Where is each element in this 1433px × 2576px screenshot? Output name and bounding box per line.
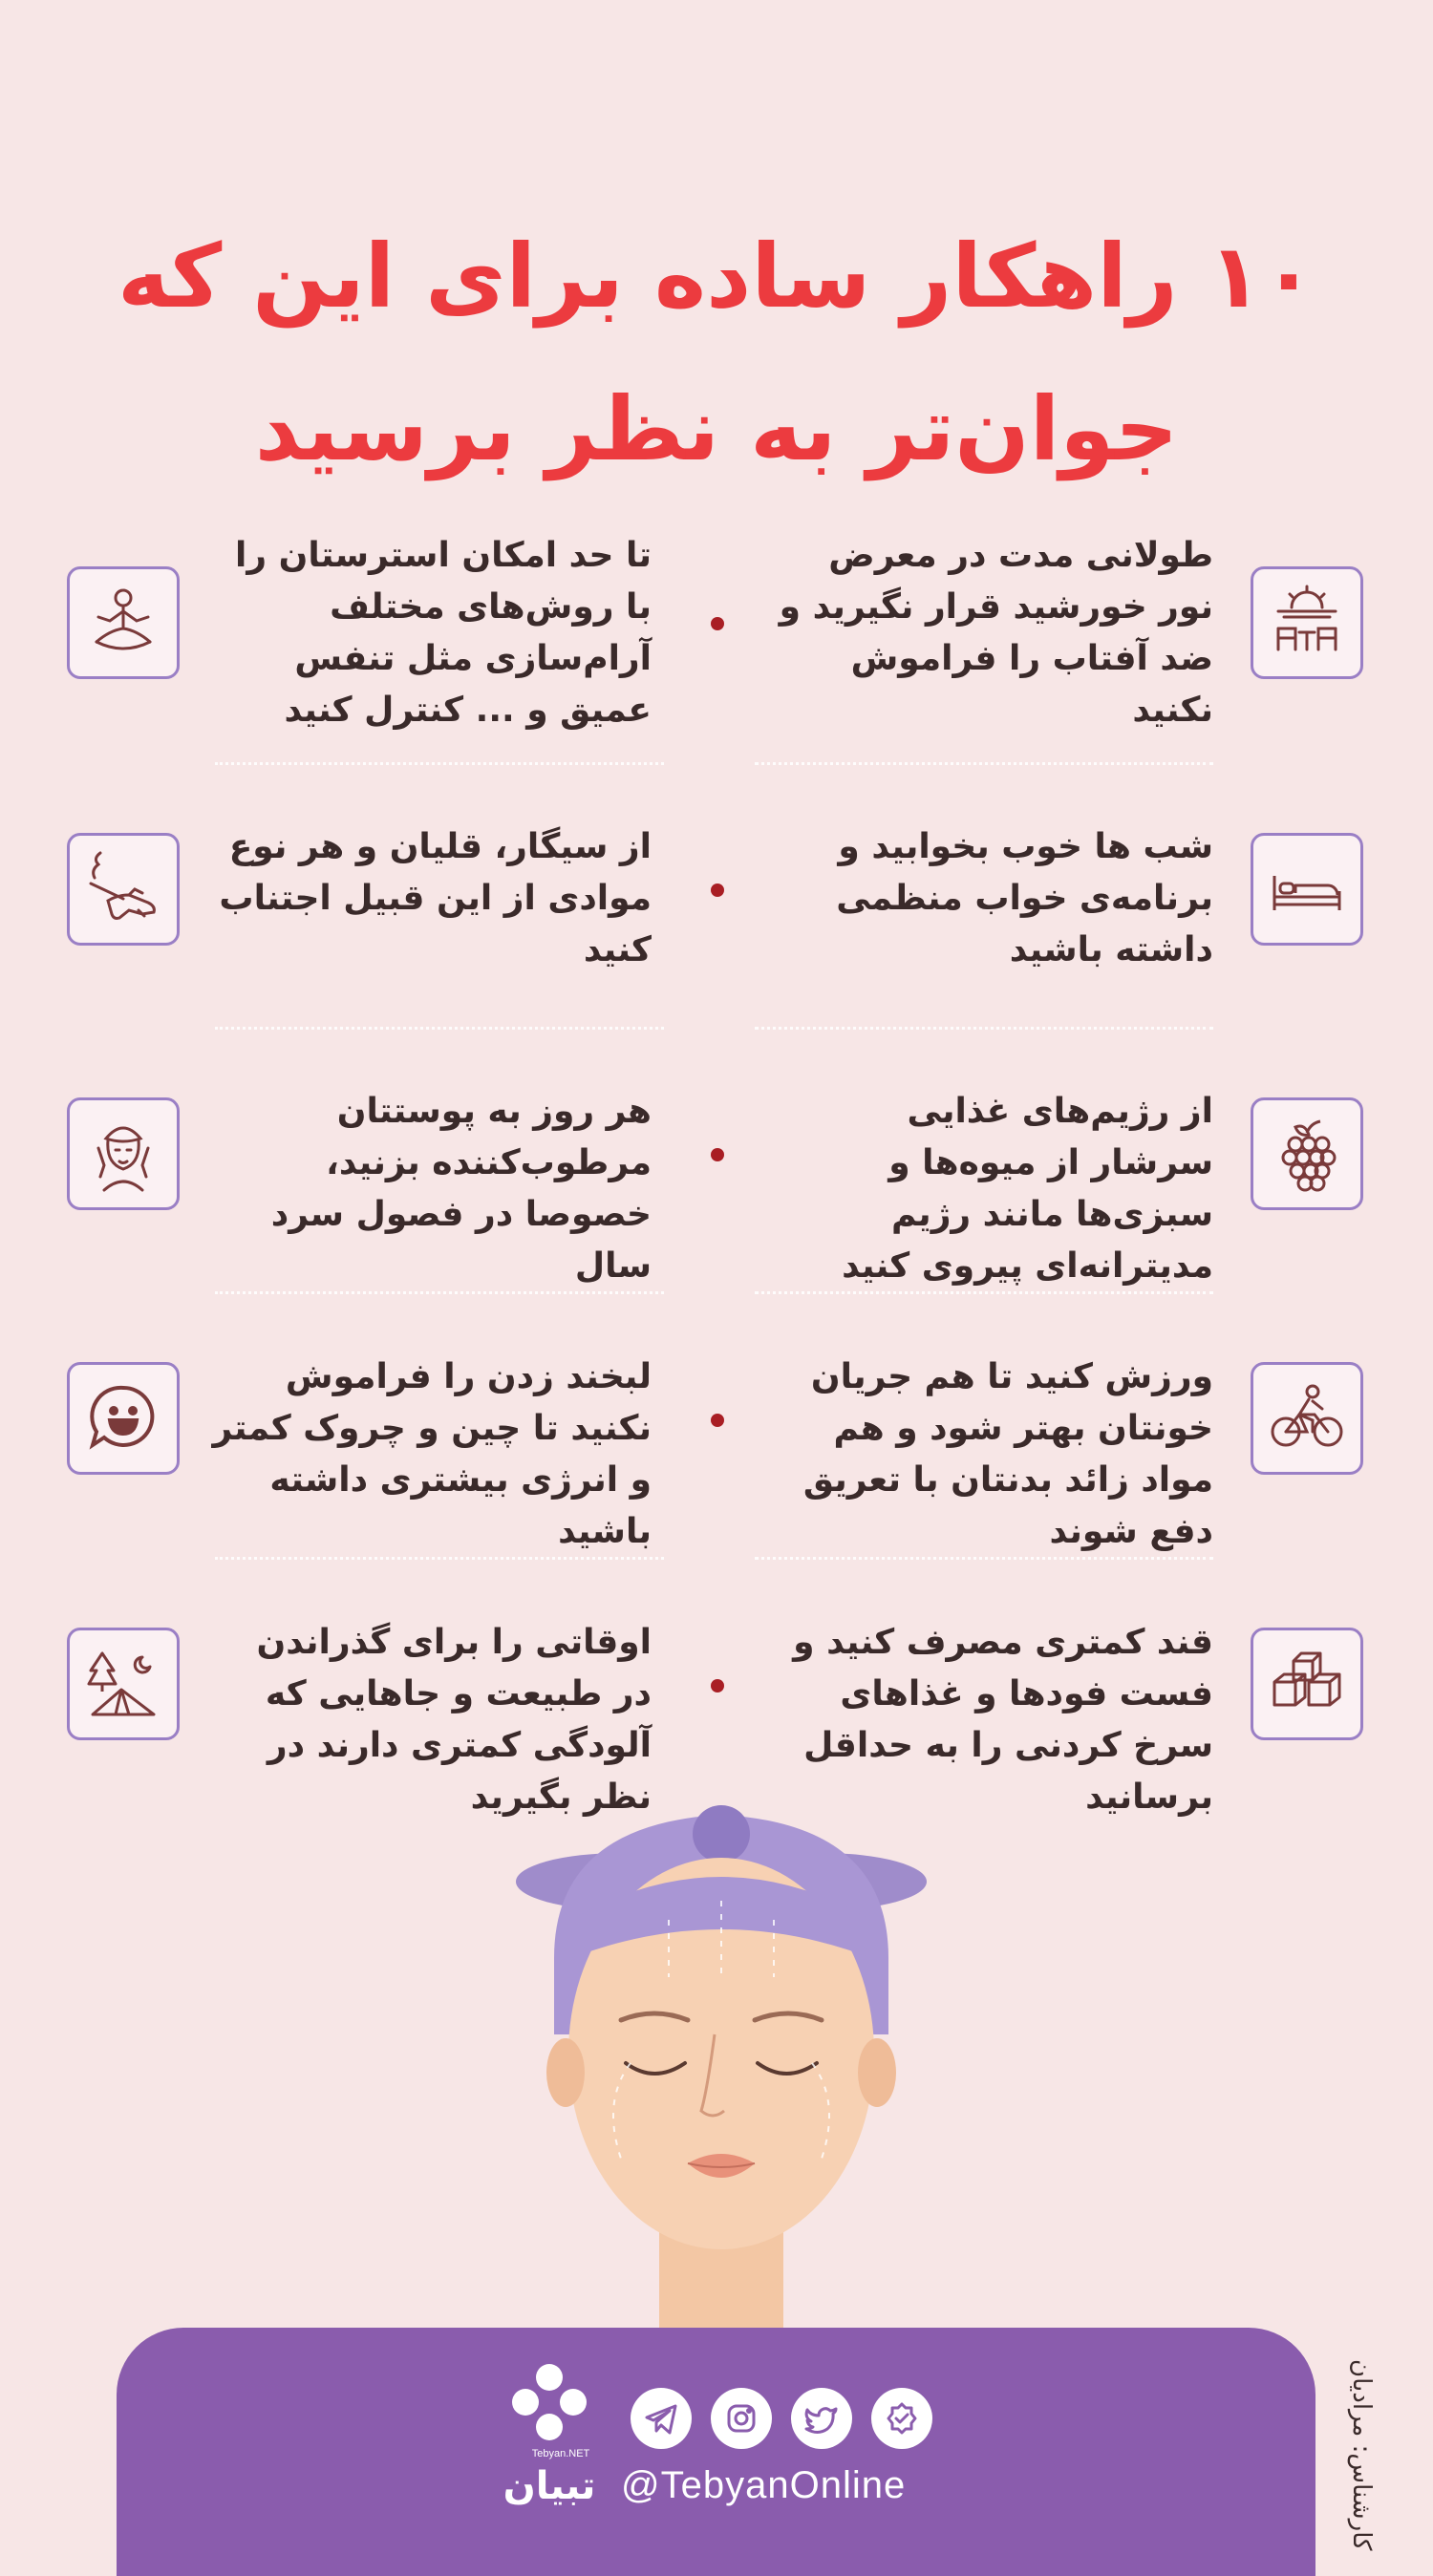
divider: [215, 1027, 664, 1030]
tip-icon-box: [67, 566, 180, 679]
sun-beach-chairs-icon: [1267, 583, 1347, 663]
tip-icon-box: [67, 833, 180, 946]
divider: [755, 762, 1213, 765]
tip-text: طولانی مدت در معرض نور خورشید قرار نگیرید و ضد آفتاب را فراموش نکنید: [779, 536, 1213, 730]
bullet-dot: [711, 884, 724, 897]
telegram-button[interactable]: [631, 2388, 692, 2449]
tip-icon-box: [67, 1097, 180, 1210]
tip-icon-box: [67, 1628, 180, 1740]
footer-bar: [117, 2328, 1315, 2576]
title-line-1: ۱۰ راهکار ساده برای این که: [117, 225, 1316, 328]
tip-text: ورزش کنید تا هم جریان خونتان بهتر شود و هم مواد زائد بدنتان با تعریق دفع شوند: [802, 1357, 1213, 1551]
cigarette-hand-icon: [83, 849, 163, 929]
telegram-icon: [643, 2400, 679, 2437]
bullet-dot: [711, 617, 724, 630]
verified-icon: [884, 2400, 920, 2437]
face-illustration: [516, 1777, 927, 2340]
tip-text: شب ها خوب بخوابید و برنامه‌ی خواب منظمی داشته باشید: [836, 827, 1213, 969]
tip-icon-box: [1251, 1628, 1363, 1740]
cyclist-icon: [1267, 1378, 1347, 1458]
tip-text: قند کمتری مصرف کنید و فست فودها و غذاهای سرخ کردنی را به حداقل برسانید: [793, 1623, 1213, 1817]
tip-icon-box: [1251, 833, 1363, 946]
title-line-2: جوان‌تر به نظر برسید: [254, 378, 1179, 480]
meditation-icon: [83, 583, 163, 663]
verified-button[interactable]: [871, 2388, 932, 2449]
twitter-icon: [803, 2400, 840, 2437]
tip-icon-box: [67, 1362, 180, 1475]
tip-icon-box: [1251, 566, 1363, 679]
tent-nature-icon: [83, 1644, 163, 1724]
bullet-dot: [711, 1679, 724, 1692]
instagram-icon: [723, 2400, 759, 2437]
author-credit: کارشناس: مرادیان: [1347, 2358, 1376, 2550]
tip-text: تا حد امکان استرستان را با روش‌های مختلف آرام‌سازی مثل تنفس عمیق و ... کنترل کنید: [235, 536, 652, 730]
tip-text: از رژیم‌های غذایی سرشار از میوه‌ها و سبزی‌ها مانند رژیم مدیترانه‌ای پیروی کنید: [842, 1092, 1213, 1286]
bullet-dot: [711, 1148, 724, 1161]
tip-text: از سیگار، قلیان و هر نوع موادی از این قبیل اجتناب کنید: [219, 827, 652, 969]
twitter-button[interactable]: [791, 2388, 852, 2449]
sugar-cubes-icon: [1267, 1644, 1347, 1724]
brand-sub: Tebyan.NET: [531, 2448, 590, 2459]
brand-name: تبیان: [503, 2464, 596, 2508]
smile-bubble-icon: [83, 1378, 163, 1458]
tip-icon-box: [1251, 1097, 1363, 1210]
divider: [755, 1027, 1213, 1030]
social-handle[interactable]: @TebyanOnline: [621, 2464, 907, 2506]
bed-icon: [1267, 849, 1347, 929]
tip-text: هر روز به پوستتان مرطوب‌کننده بزنید، خصوصا در فصول سرد سال: [270, 1092, 652, 1286]
grapes-icon: [1267, 1114, 1347, 1194]
tip-text: اوقاتی را برای گذراندن در طبیعت و جاهایی که آلودگی کمتری دارند در نظر بگیرید: [256, 1623, 652, 1817]
instagram-button[interactable]: [711, 2388, 772, 2449]
skincare-face-icon: [83, 1114, 163, 1194]
bullet-dot: [711, 1414, 724, 1427]
tip-text: لبخند زدن را فراموش نکنید تا چین و چروک کمتر و انرژی بیشتری داشته باشید: [212, 1357, 652, 1551]
divider: [215, 762, 664, 765]
tebyan-logo: [497, 2354, 602, 2459]
tip-icon-box: [1251, 1362, 1363, 1475]
